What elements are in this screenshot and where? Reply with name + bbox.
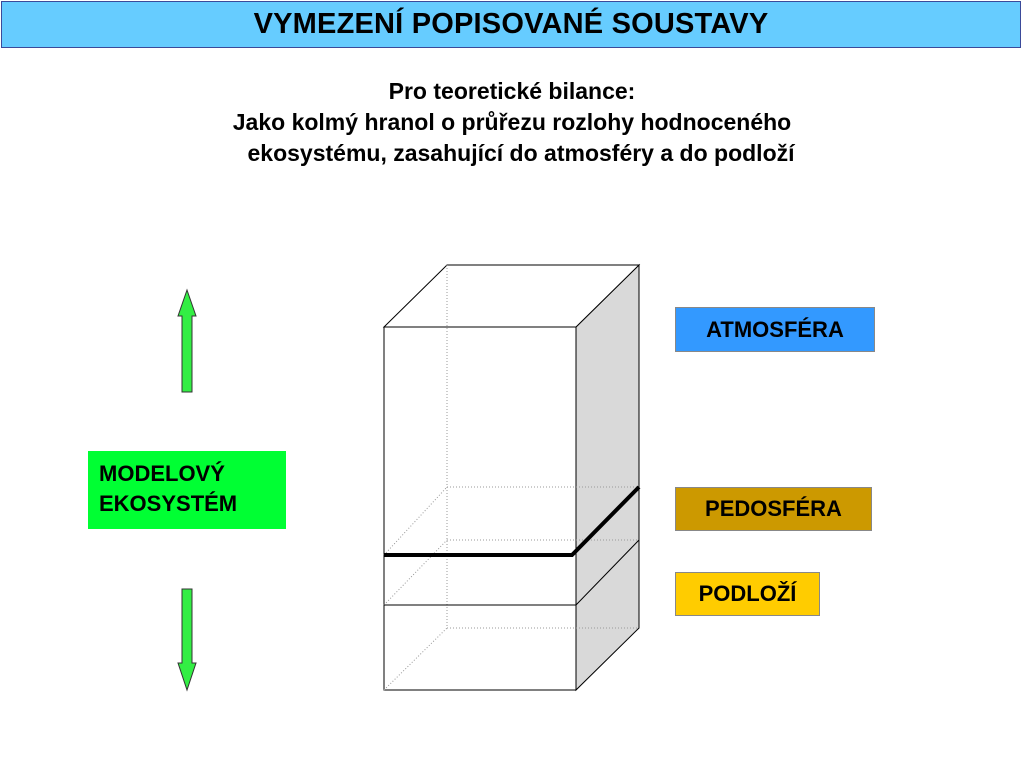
prism-side-face xyxy=(576,265,639,690)
model-ecosystem-label xyxy=(88,451,286,529)
model-line-1: MODELOVÝ xyxy=(99,461,225,486)
prism-front-face xyxy=(384,327,576,690)
page-title: VYMEZENÍ POPISOVANÉ SOUSTAVY xyxy=(253,8,769,40)
pedosphere-text: PEDOSFÉRA xyxy=(705,496,842,521)
atmosphere-text: ATMOSFÉRA xyxy=(706,316,844,342)
pedosphere-label xyxy=(675,487,872,531)
subsoil-label xyxy=(675,572,820,616)
subsoil-text: PODLOŽÍ xyxy=(698,581,797,606)
intro-line-3: ekosystému, zasahující do atmosféry a do podloží xyxy=(247,140,795,166)
model-line-2: EKOSYSTÉM xyxy=(99,491,238,516)
arrow-down-icon xyxy=(178,589,196,690)
arrow-up-icon xyxy=(178,290,196,392)
intro-line-1: Pro teoretické bilance: xyxy=(388,78,636,104)
intro-line-2: Jako kolmý hranol o průřezu rozlohy hodnoceného xyxy=(232,109,792,135)
atmosphere-label xyxy=(675,307,875,352)
